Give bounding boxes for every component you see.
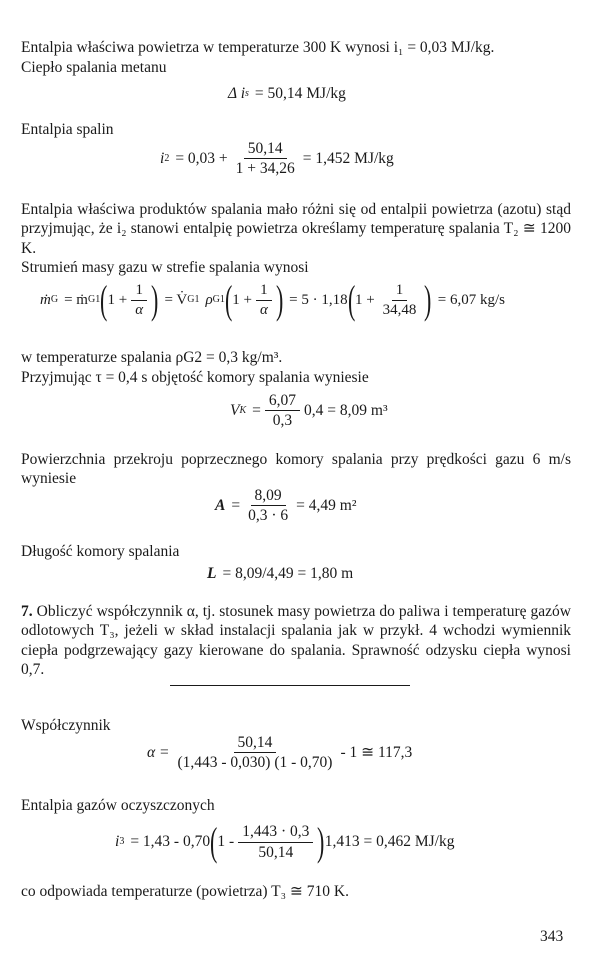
eq3-t1: = ṁ: [64, 291, 88, 308]
eq2-rhs: = 1,452 MJ/kg: [302, 149, 394, 167]
eq3-f1-num: 1: [131, 282, 147, 301]
task-7: [21, 602, 571, 680]
equation-cross-section: [215, 487, 356, 524]
eq5-fraction: [244, 487, 292, 524]
eq8-num: 1,443 · 0,3: [238, 823, 313, 842]
task-number: 7.: [21, 603, 33, 620]
eq2-den: 1 + 34,26: [235, 160, 295, 178]
eq4-fraction: [265, 392, 300, 429]
equation-chamber-volume: V K = $\frac{6,07}{0,3}$ 0,4 = 8,09 m³: [230, 392, 388, 430]
eq8-eq: = 1,43 - 0,70: [130, 833, 211, 851]
eq5-num: 8,09: [251, 487, 286, 506]
paragraph-combustion-temperature: Entalpia właściwa produktów spalania mało różni się od entalpii powietrza (azotu) stąd przyjmując, że i₂ stanowi entalpię powietrza określamy temperaturę spalania T₂ ≅ 1200 K.: [21, 201, 571, 257]
eq8-den: 50,14: [258, 843, 294, 861]
eq2-fraction: [232, 140, 299, 177]
paragraph-cleaned-gas-enthalpy: Entalpia gazów oczyszczonych: [21, 797, 215, 814]
eq5-eq: =: [231, 496, 241, 514]
eq3-f3-den: 34,48: [382, 301, 417, 318]
eq3-one-b: 1 +: [232, 291, 252, 308]
eq5-rhs: = 4,49 m²: [296, 496, 357, 514]
equation-flue-enthalpy: i 2 = 0,03 + $\frac{50,14}{1 + 34,26}$ = 1,452 MJ/kg: [160, 140, 394, 178]
page-number: 343: [540, 928, 564, 945]
eq8-one: 1 -: [217, 833, 235, 851]
section-divider: [170, 685, 410, 686]
eq8-rhs: 1,413 = 0,462 MJ/kg: [324, 833, 455, 851]
eq6-rhs: = 8,09/4,49 = 1,80 m: [222, 565, 354, 582]
paragraph-flue-enthalpy: Entalpia spalin: [21, 121, 114, 138]
eq4-eq: =: [252, 401, 261, 419]
eq3-one-c: 1 +: [354, 291, 375, 308]
eq3-fraction-alpha-a: [131, 282, 147, 318]
eq3-fraction-alpha-b: [256, 282, 272, 318]
eq6-lhs: L: [207, 565, 217, 582]
eq4-rhs: 0,4 = 8,09 m³: [304, 401, 388, 419]
eq3-t3: = 5 · 1,18: [289, 291, 348, 308]
eq8-lhs: i: [115, 833, 120, 851]
equation-alpha: [147, 734, 412, 771]
eq2-eq: = 0,03 +: [175, 149, 228, 167]
paragraph-gas-density: w temperaturze spalania ρG2 = 0,3 kg/m³.: [21, 349, 283, 366]
eq8-fraction: [238, 823, 313, 860]
eq7-den: (1,443 - 0,030) (1 - 0,70): [177, 754, 333, 772]
eq3-one-a: 1 +: [107, 291, 128, 308]
eq7-num: 50,14: [234, 734, 277, 753]
equation-chamber-length: [207, 564, 353, 583]
paragraph-chamber-length: Długość komory spalania: [21, 543, 180, 560]
eq3-t2: = V̇: [164, 291, 188, 308]
eq5-den: 0,3 · 6: [248, 507, 289, 525]
eq7-rhs: - 1 ≅ 117,3: [340, 743, 413, 761]
eq3-fraction-ratio: [379, 282, 421, 318]
equation-cleaned-gas-enthalpy: i 3 = 1,43 - 0,70 ( 1 - $\frac{1,443 \cdot 0,3}{50,14}$ ) 1,413 = 0,462 MJ/kg: [115, 819, 455, 864]
task-text: Obliczyć współczynnik α, tj. stosunek masy powietrza do paliwa i temperaturę gazów odlotowych T₃, jeżeli w skład instalacji spalania jak w przykł. 4 wchodzi wymiennik ciepła podgrzewający gazy kierowane do spalania. Sprawność odzysku ciepła wynosi 0,7.: [21, 603, 571, 679]
eq7-lhs: α =: [147, 743, 170, 761]
eq3-rhs: = 6,07 kg/s: [437, 291, 505, 308]
paragraph-chamber-volume: Przyjmując τ = 0,4 s objętość komory spalania wyniesie: [21, 369, 369, 386]
eq5-lhs: A: [215, 496, 226, 514]
eq4-den: 0,3: [272, 412, 293, 430]
eq1-lhs: Δ i: [228, 85, 245, 102]
paragraph-methane-heat: Ciepło spalania metanu: [21, 59, 167, 76]
equation-mass-flow: ṁ G = ṁ G1 ( 1 + $\frac{1}{\alpha}$ ) = V̇ G1 ρ G1 ( 1 + $\frac{1}{\alpha}$ ) = 5 · 1,18 ( 1 + $\frac{1}{34,48}$ ) = 6,07 kg/s: [40, 277, 505, 322]
paragraph-gas-mass-flow: Strumień masy gazu w strefie spalania wynosi: [21, 259, 309, 276]
eq3-rho: ρ: [205, 291, 213, 308]
eq3-lhs: ṁ: [40, 291, 51, 308]
eq1-rhs: = 50,14 MJ/kg: [254, 85, 346, 102]
paragraph-coefficient: Współczynnik: [21, 717, 111, 734]
eq3-f2-num: 1: [256, 282, 272, 301]
paragraph-final-temperature: co odpowiada temperaturze (powietrza) T₃ ≅ 710 K.: [21, 883, 349, 900]
eq7-fraction: [173, 734, 336, 771]
eq3-f3-num: 1: [392, 282, 408, 301]
eq2-num: 50,14: [244, 140, 287, 159]
paragraph-air-enthalpy: Entalpia właściwa powietrza w temperaturze 300 K wynosi i₁ = 0,03 MJ/kg.: [21, 39, 495, 56]
eq4-num: 6,07: [265, 392, 300, 411]
paragraph-cross-section: Powierzchnia przekroju poprzecznego komory spalania przy prędkości gazu 6 m/s wyniesie: [21, 451, 571, 488]
eq3-f2-den: α: [259, 301, 268, 318]
eq4-lhs: V: [230, 401, 240, 419]
eq2-lhs: i: [160, 149, 165, 167]
eq3-f1-den: α: [135, 301, 144, 318]
equation-heat-of-combustion: Δ i s = 50,14 MJ/kg: [228, 85, 346, 102]
